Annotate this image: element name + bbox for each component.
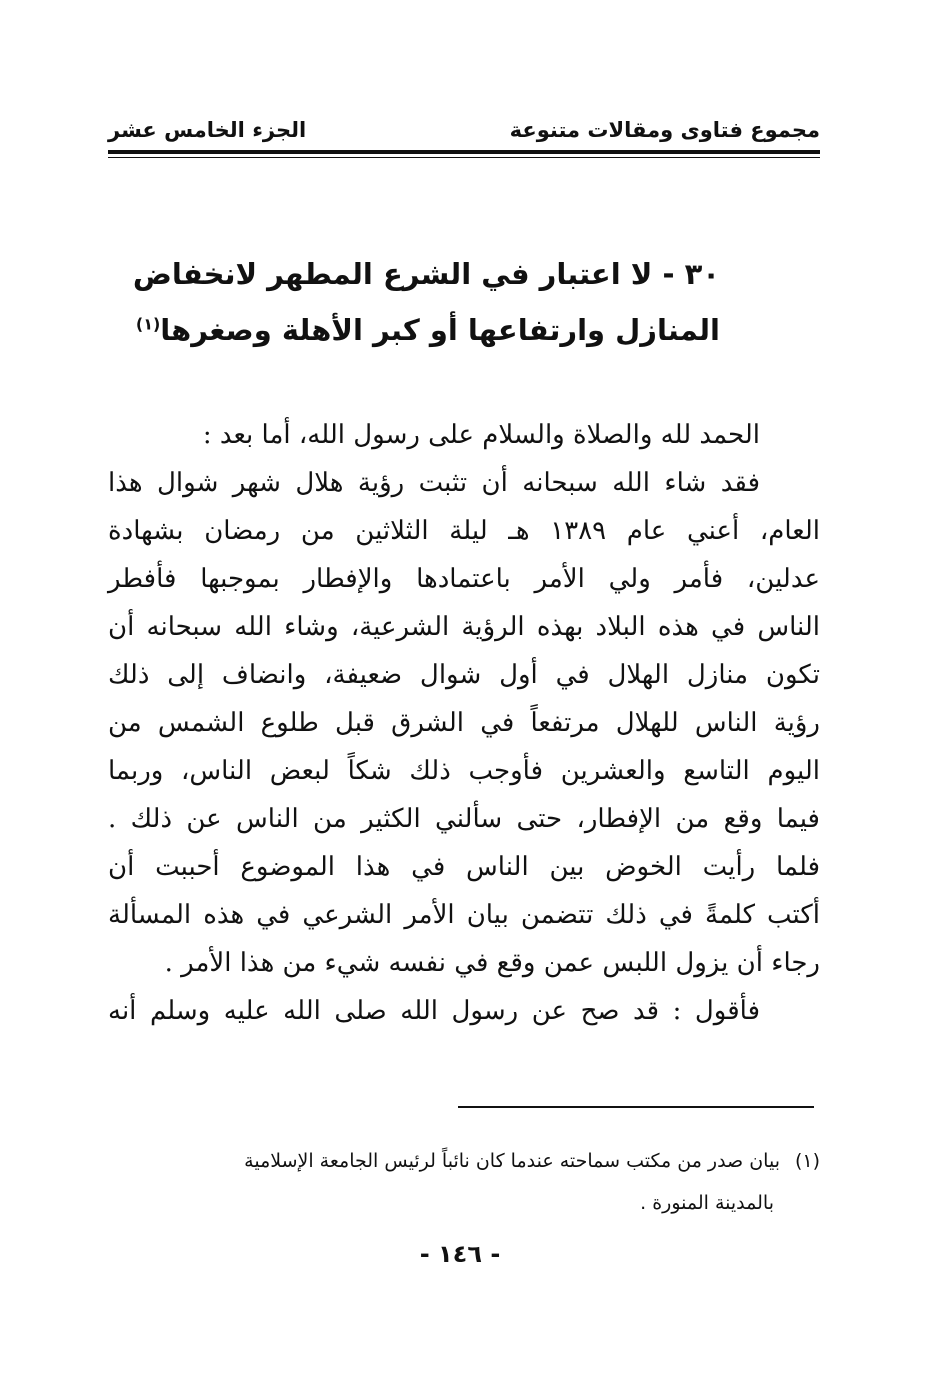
title-footnote-mark: (١) [135,314,161,334]
body-line: رجاء أن يزول اللبس عمن وقع في نفسه شيء من هذا الأمر . [164,948,820,978]
body-line: أكتب كلمةً في ذلك تتضمن بيان الأمر الشرعي في هذه المسألة [108,900,820,930]
title-line-2 [135,302,720,358]
body-line: فأقول : قد صح عن رسول الله صلى الله عليه وسلم أنه [108,996,760,1026]
footnote-line-2: بالمدينة المنورة . [640,1192,774,1214]
title-line-1: ٣٠ - لا اعتبار في الشرع المطهر لانخفاض [132,257,720,291]
body-line: فلما رأيت الخوض بين الناس في هذا الموضوع أحببت أن [108,852,820,882]
header-rule [108,150,820,154]
body-line: فيما وقع من الإفطار، حتى سألني الكثير من الناس عن ذلك . [108,804,820,834]
body-line: اليوم التاسع والعشرين فأوجب ذلك شكاً لبعض الناس، وربما [108,756,820,786]
footnote-line-1 [108,1140,820,1182]
header-rule-thin [108,157,820,158]
article-title [132,246,720,358]
body-line: فقد شاء الله سبحانه أن تثبت رؤية هلال شهر شوال هذا [108,468,760,498]
page-number: - ١٤٦ - [419,1240,501,1268]
body-line: الناس في هذه البلاد بهذه الرؤية الشرعية، وشاء الله سبحانه أن [108,612,820,642]
footnote [108,1140,820,1224]
body-line: رؤية الناس للهلال مرتفعاً في الشرق قبل طلوع الشمس من [108,708,820,738]
footnote-separator [458,1106,814,1108]
body-line: العام، أعني عام ١٣٨٩ هـ ليلة الثلاثين من رمضان بشهادة [108,516,820,546]
body-text [108,411,820,1035]
footnote-text-1: بيان صدر من مكتب سماحته عندما كان نائباً لرئيس الجامعة الإسلامية [244,1150,780,1172]
header-book-title: مجموع فتاوى ومقالات متنوعة [509,118,820,142]
header-part-number: الجزء الخامس عشر [108,118,307,142]
title-line-2-text: المنازل وارتفاعها أو كبر الأهلة وصغرها [160,313,720,347]
body-line: تكون منازل الهلال في أول شوال ضعيفة، وانضاف إلى ذلك [108,660,820,690]
footnote-number: (١) [794,1150,820,1172]
body-line: عدلين، فأمر ولي الأمر باعتمادها والإفطار بموجبها فأفطر [108,564,820,594]
body-line: الحمد لله والصلاة والسلام على رسول الله، أما بعد : [202,420,760,450]
running-header [108,118,820,148]
